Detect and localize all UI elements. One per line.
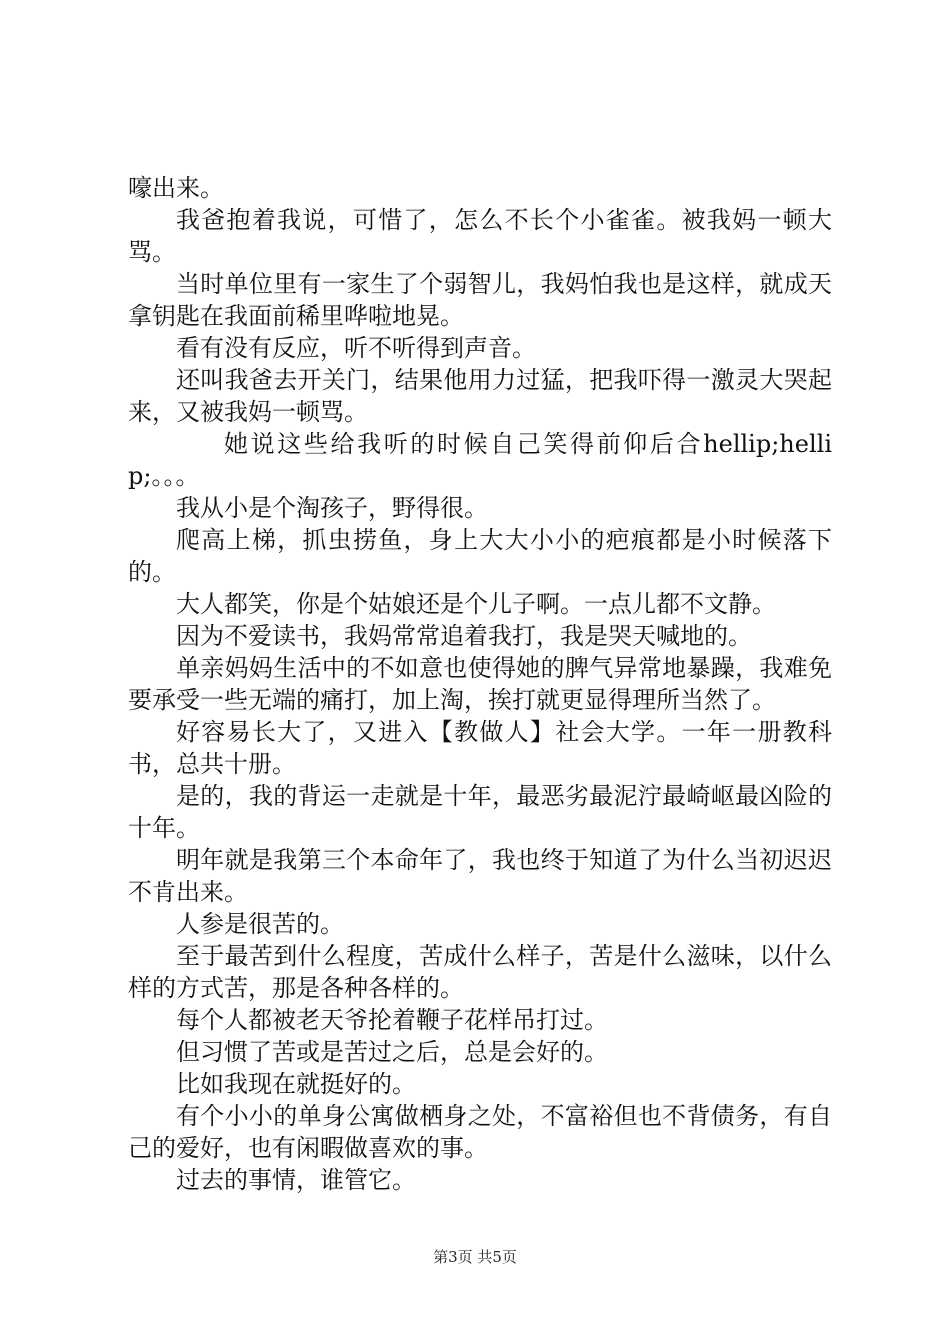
paragraph: 过去的事情，谁管它。	[176, 1166, 416, 1194]
paragraph: 当时单位里有一家生了个弱智儿，我妈怕我也是这样，就成天拿钥匙在我面前稀里哗啦地晃。	[128, 270, 832, 330]
paragraph: 是的，我的背运一走就是十年，最恶劣最泥泞最崎岖最凶险的十年。	[128, 782, 832, 842]
paragraph: 我爸抱着我说，可惜了，怎么不长个小雀雀。被我妈一顿大骂。	[128, 206, 832, 266]
paragraph: 我从小是个淘孩子，野得很。	[176, 494, 488, 522]
paragraph: 嚎出来。	[128, 174, 224, 202]
paragraph: 还叫我爸去开关门，结果他用力过猛，把我吓得一激灵大哭起来，又被我妈一顿骂。	[128, 366, 832, 426]
body-text	[128, 172, 832, 1196]
paragraph: 因为不爱读书，我妈常常追着我打，我是哭天喊地的。	[176, 622, 752, 650]
paragraph: 她说这些给我听的时候自己笑得前仰后合hellip;hellip;。。。	[128, 430, 832, 490]
paragraph: 比如我现在就挺好的。	[176, 1070, 416, 1098]
paragraph: 爬高上梯，抓虫捞鱼，身上大大小小的疤痕都是小时候落下的。	[128, 526, 832, 586]
paragraph: 有个小小的单身公寓做栖身之处，不富裕但也不背债务，有自己的爱好，也有闲暇做喜欢的事。	[128, 1102, 832, 1162]
paragraph: 大人都笑，你是个姑娘还是个儿子啊。一点儿都不文静。	[176, 590, 776, 618]
paragraph: 每个人都被老天爷抡着鞭子花样吊打过。	[176, 1006, 608, 1034]
page-footer: 第3页 共5页	[433, 1248, 517, 1266]
paragraph: 但习惯了苦或是苦过之后，总是会好的。	[176, 1038, 608, 1066]
paragraph: 人参是很苦的。	[176, 910, 344, 938]
paragraph: 明年就是我第三个本命年了，我也终于知道了为什么当初迟迟不肯出来。	[128, 846, 832, 906]
paragraph: 单亲妈妈生活中的不如意也使得她的脾气异常地暴躁，我难免要承受一些无端的痛打，加上淘，挨打就更显得理所当然了。	[128, 654, 832, 714]
paragraph: 看有没有反应，听不听得到声音。	[176, 334, 536, 362]
paragraph: 至于最苦到什么程度，苦成什么样子，苦是什么滋味，以什么样的方式苦，那是各种各样的。	[128, 942, 832, 1002]
paragraph: 好容易长大了，又进入【教做人】社会大学。一年一册教科书，总共十册。	[128, 718, 832, 778]
